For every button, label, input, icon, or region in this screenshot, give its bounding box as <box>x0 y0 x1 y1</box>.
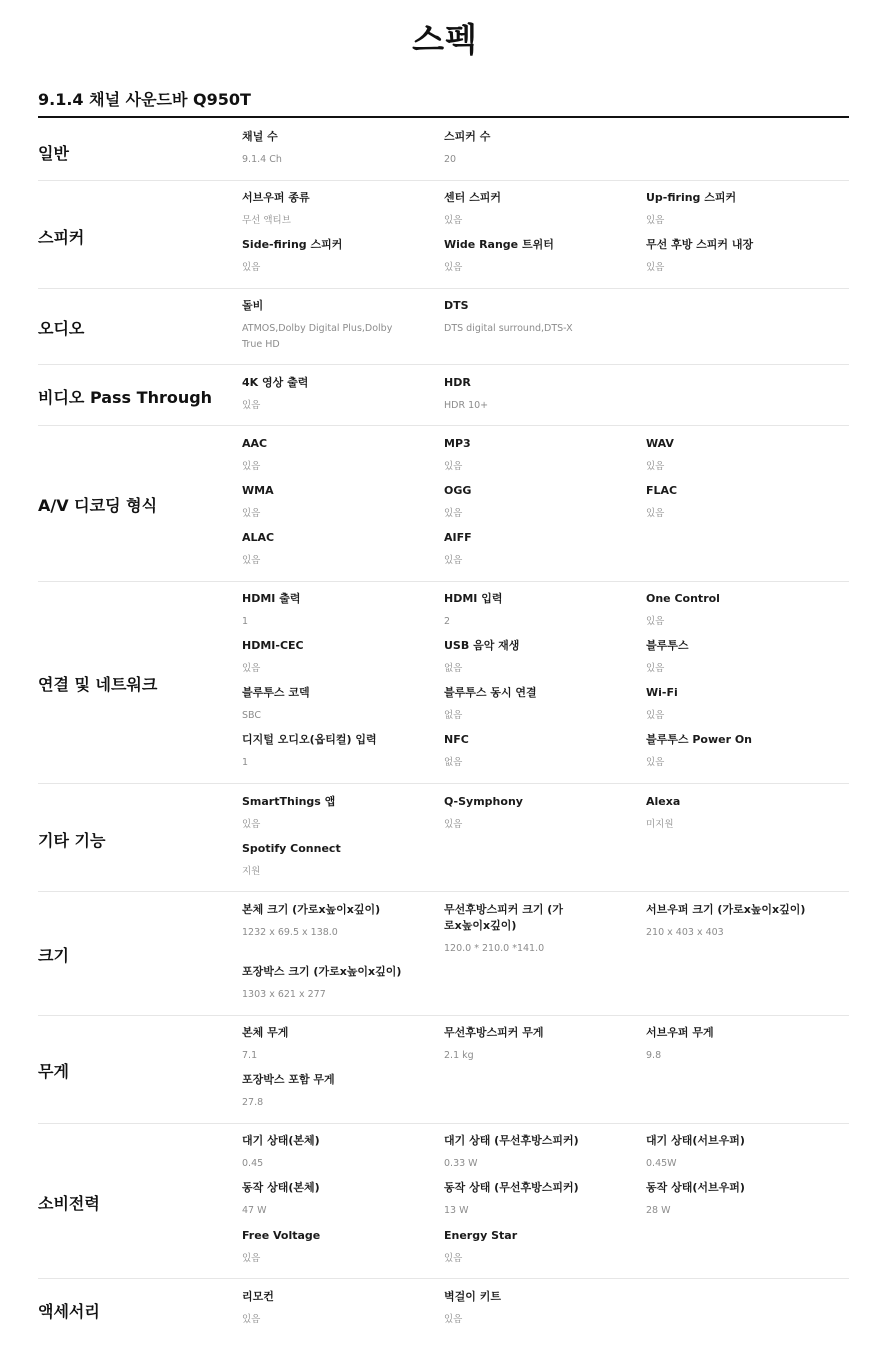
spec-value: DTS digital surround,DTS-X <box>444 323 573 334</box>
spec-item <box>444 794 619 833</box>
spec-item <box>444 1289 619 1328</box>
spec-value: 없음 <box>444 757 463 768</box>
spec-item <box>444 1180 619 1219</box>
spec-value: 있음 <box>444 819 463 830</box>
spec-label: 블루투스 <box>646 639 689 652</box>
spec-item <box>646 794 821 833</box>
spec-value: 27.8 <box>242 1097 264 1108</box>
spec-value: 없음 <box>444 710 463 721</box>
spec-item <box>646 638 821 677</box>
spec-item <box>242 1133 417 1172</box>
spec-label: DTS <box>444 299 469 312</box>
spec-item <box>444 190 619 229</box>
spec-item <box>242 732 417 771</box>
spec-value: 1232 x 69.5 x 138.0 <box>242 927 338 938</box>
spec-item <box>444 483 619 522</box>
spec-value: 1 <box>242 757 249 768</box>
spec-value: 있음 <box>242 1314 261 1325</box>
spec-item <box>242 902 417 941</box>
spec-item <box>242 1180 417 1219</box>
spec-label: 블루투스 Power On <box>646 733 753 746</box>
spec-item <box>444 375 619 414</box>
spec-label: 채널 수 <box>242 130 278 143</box>
spec-label: USB 음악 재생 <box>444 639 520 652</box>
spec-label: 리모컨 <box>242 1290 274 1303</box>
spec-label: Wi-Fi <box>646 686 678 699</box>
spec-value: 있음 <box>242 663 261 674</box>
spec-value: 1 <box>242 616 249 627</box>
spec-value: 있음 <box>242 555 261 566</box>
section-divider <box>38 425 849 426</box>
spec-item <box>444 436 619 475</box>
section-divider <box>38 1123 849 1124</box>
spec-label: HDMI 입력 <box>444 592 503 605</box>
section-title: 소비전력 <box>38 1194 100 1213</box>
spec-label: SmartThings 앱 <box>242 795 336 808</box>
section-title: 액세서리 <box>38 1302 100 1321</box>
spec-label: One Control <box>646 592 720 605</box>
spec-item <box>242 436 417 475</box>
spec-label: FLAC <box>646 484 678 497</box>
spec-label: AAC <box>242 437 268 450</box>
spec-value: 1303 x 621 x 277 <box>242 989 326 1000</box>
spec-value: 있음 <box>646 663 665 674</box>
section-divider <box>38 783 849 784</box>
spec-value: 있음 <box>646 215 665 226</box>
section-divider <box>38 891 849 892</box>
spec-item <box>242 375 417 414</box>
section-title: 오디오 <box>38 319 85 338</box>
spec-value: 있음 <box>444 262 463 273</box>
spec-label: 동작 상태 (무선후방스피커) <box>444 1181 579 1194</box>
spec-item <box>444 530 619 569</box>
spec-item <box>242 1289 417 1328</box>
spec-value: 2.1 kg <box>444 1050 474 1061</box>
spec-item <box>242 794 417 833</box>
section-title: 기타 기능 <box>38 831 106 850</box>
model-title: 9.1.4 채널 사운드바 Q950T <box>38 90 251 109</box>
section-title: 무게 <box>38 1062 69 1081</box>
spec-label: Side-firing 스피커 <box>242 238 343 251</box>
spec-item <box>242 685 417 724</box>
spec-item <box>242 530 417 569</box>
spec-value: 13 W <box>444 1205 469 1216</box>
spec-value: 있음 <box>646 508 665 519</box>
spec-value: 있음 <box>444 1314 463 1325</box>
spec-label: 대기 상태(본체) <box>242 1134 320 1147</box>
spec-value: 없음 <box>444 663 463 674</box>
spec-item <box>444 685 619 724</box>
spec-value: 210 x 403 x 403 <box>646 927 724 938</box>
spec-label: HDMI-CEC <box>242 639 304 652</box>
spec-value: 2 <box>444 616 451 627</box>
spec-label: HDR <box>444 376 471 389</box>
spec-label: MP3 <box>444 437 471 450</box>
spec-item <box>444 638 619 677</box>
spec-item <box>646 483 821 522</box>
spec-item <box>242 483 417 522</box>
page-title: 스펙 <box>412 20 478 59</box>
section-divider <box>38 364 849 365</box>
spec-item <box>646 902 821 941</box>
spec-label: 무선후방스피커 무게 <box>444 1026 544 1039</box>
section-divider <box>38 1015 849 1016</box>
spec-value: 있음 <box>646 461 665 472</box>
spec-label: 무선후방스피커 크기 (가로x높이x깊이) <box>444 903 563 932</box>
spec-label: WAV <box>646 437 674 450</box>
spec-value: 120.0 * 210.0 *141.0 <box>444 943 545 954</box>
spec-item <box>444 902 564 957</box>
spec-label: 벽걸이 키트 <box>444 1290 501 1303</box>
spec-item <box>444 732 619 771</box>
section-title: 스피커 <box>38 228 85 247</box>
spec-label: OGG <box>444 484 472 497</box>
spec-item <box>444 129 619 168</box>
spec-value: 있음 <box>646 262 665 273</box>
spec-label: Wide Range 트위터 <box>444 238 554 251</box>
spec-value: 있음 <box>646 616 665 627</box>
spec-item <box>242 129 417 168</box>
spec-item <box>444 298 619 337</box>
spec-label: 서브우퍼 종류 <box>242 191 310 204</box>
section-divider <box>38 288 849 289</box>
spec-item <box>242 1228 417 1267</box>
spec-item <box>242 638 417 677</box>
spec-item <box>242 964 417 1003</box>
spec-item <box>444 1228 619 1267</box>
spec-label: 포장박스 크기 (가로x높이x깊이) <box>242 965 402 978</box>
spec-label: 돌비 <box>242 299 264 312</box>
spec-item <box>646 685 821 724</box>
spec-value: 무선 액티브 <box>242 215 291 226</box>
spec-label: 4K 영상 출력 <box>242 376 309 389</box>
spec-value: 있음 <box>646 710 665 721</box>
spec-item <box>646 1133 821 1172</box>
spec-value: ATMOS,Dolby Digital Plus,Dolby True HD <box>242 323 393 350</box>
spec-value: 있음 <box>444 215 463 226</box>
spec-label: HDMI 출력 <box>242 592 301 605</box>
spec-value: 0.45W <box>646 1158 677 1169</box>
spec-item <box>646 1025 821 1064</box>
spec-item <box>242 1025 417 1064</box>
header-divider <box>38 116 849 118</box>
section-divider <box>38 581 849 582</box>
spec-value: 9.1.4 Ch <box>242 154 282 165</box>
spec-label: 대기 상태 (무선후방스피커) <box>444 1134 579 1147</box>
spec-label: WMA <box>242 484 274 497</box>
spec-value: HDR 10+ <box>444 400 489 411</box>
spec-item <box>444 591 619 630</box>
spec-label: Free Voltage <box>242 1229 321 1242</box>
spec-item <box>242 841 417 880</box>
spec-item <box>646 190 821 229</box>
spec-label: Up-firing 스피커 <box>646 191 737 204</box>
section-title: 연결 및 네트워크 <box>38 675 158 694</box>
spec-label: 포장박스 포함 무게 <box>242 1073 335 1086</box>
spec-value: 있음 <box>444 461 463 472</box>
spec-item <box>646 591 821 630</box>
spec-label: 센터 스피커 <box>444 191 501 204</box>
spec-item <box>646 732 821 771</box>
spec-label: Spotify Connect <box>242 842 341 855</box>
section-title: A/V 디코딩 형식 <box>38 496 158 515</box>
spec-item <box>444 1133 619 1172</box>
spec-value: 있음 <box>242 461 261 472</box>
section-title: 크기 <box>38 946 69 965</box>
spec-label: 본체 크기 (가로x높이x깊이) <box>242 903 381 916</box>
spec-label: 서브우퍼 무게 <box>646 1026 714 1039</box>
spec-label: Q-Symphony <box>444 795 523 808</box>
spec-value: 있음 <box>444 508 463 519</box>
spec-item <box>646 237 821 276</box>
spec-label: ALAC <box>242 531 275 544</box>
spec-label: 서브우퍼 크기 (가로x높이x깊이) <box>646 903 806 916</box>
spec-value: 20 <box>444 154 457 165</box>
spec-value: 0.45 <box>242 1158 264 1169</box>
spec-label: 디지털 오디오(옵티컬) 입력 <box>242 733 377 746</box>
spec-value: 28 W <box>646 1205 671 1216</box>
spec-value: 있음 <box>444 1253 463 1264</box>
spec-item <box>444 237 619 276</box>
spec-item <box>242 591 417 630</box>
spec-label: 대기 상태(서브우퍼) <box>646 1134 745 1147</box>
spec-item <box>444 1025 619 1064</box>
section-divider <box>38 180 849 181</box>
spec-value: 있음 <box>646 757 665 768</box>
section-title: 비디오 Pass Through <box>38 388 213 407</box>
spec-value: 있음 <box>242 400 261 411</box>
spec-label: 본체 무게 <box>242 1026 289 1039</box>
spec-value: SBC <box>242 710 262 721</box>
spec-item <box>646 1180 821 1219</box>
spec-label: 블루투스 동시 연결 <box>444 686 537 699</box>
spec-item <box>646 436 821 475</box>
spec-label: NFC <box>444 733 469 746</box>
spec-item <box>242 190 417 229</box>
spec-value: 47 W <box>242 1205 267 1216</box>
spec-item <box>242 298 402 353</box>
spec-label: Alexa <box>646 795 681 808</box>
spec-value: 미지원 <box>646 819 674 830</box>
spec-value: 있음 <box>242 819 261 830</box>
spec-label: AIFF <box>444 531 472 544</box>
spec-value: 있음 <box>444 555 463 566</box>
spec-item <box>242 237 417 276</box>
spec-value: 0.33 W <box>444 1158 478 1169</box>
spec-label: 동작 상태(본체) <box>242 1181 320 1194</box>
spec-label: 무선 후방 스피커 내장 <box>646 238 754 251</box>
spec-label: 스피커 수 <box>444 130 491 143</box>
spec-label: Energy Star <box>444 1229 518 1242</box>
spec-value: 7.1 <box>242 1050 258 1061</box>
spec-value: 있음 <box>242 1253 261 1264</box>
spec-label: 블루투스 코덱 <box>242 686 310 699</box>
section-divider <box>38 1278 849 1279</box>
spec-value: 지원 <box>242 866 261 877</box>
spec-value: 있음 <box>242 262 261 273</box>
section-title: 일반 <box>38 144 69 163</box>
spec-label: 동작 상태(서브우퍼) <box>646 1181 745 1194</box>
spec-value: 9.8 <box>646 1050 662 1061</box>
spec-value: 있음 <box>242 508 261 519</box>
spec-item <box>242 1072 417 1111</box>
